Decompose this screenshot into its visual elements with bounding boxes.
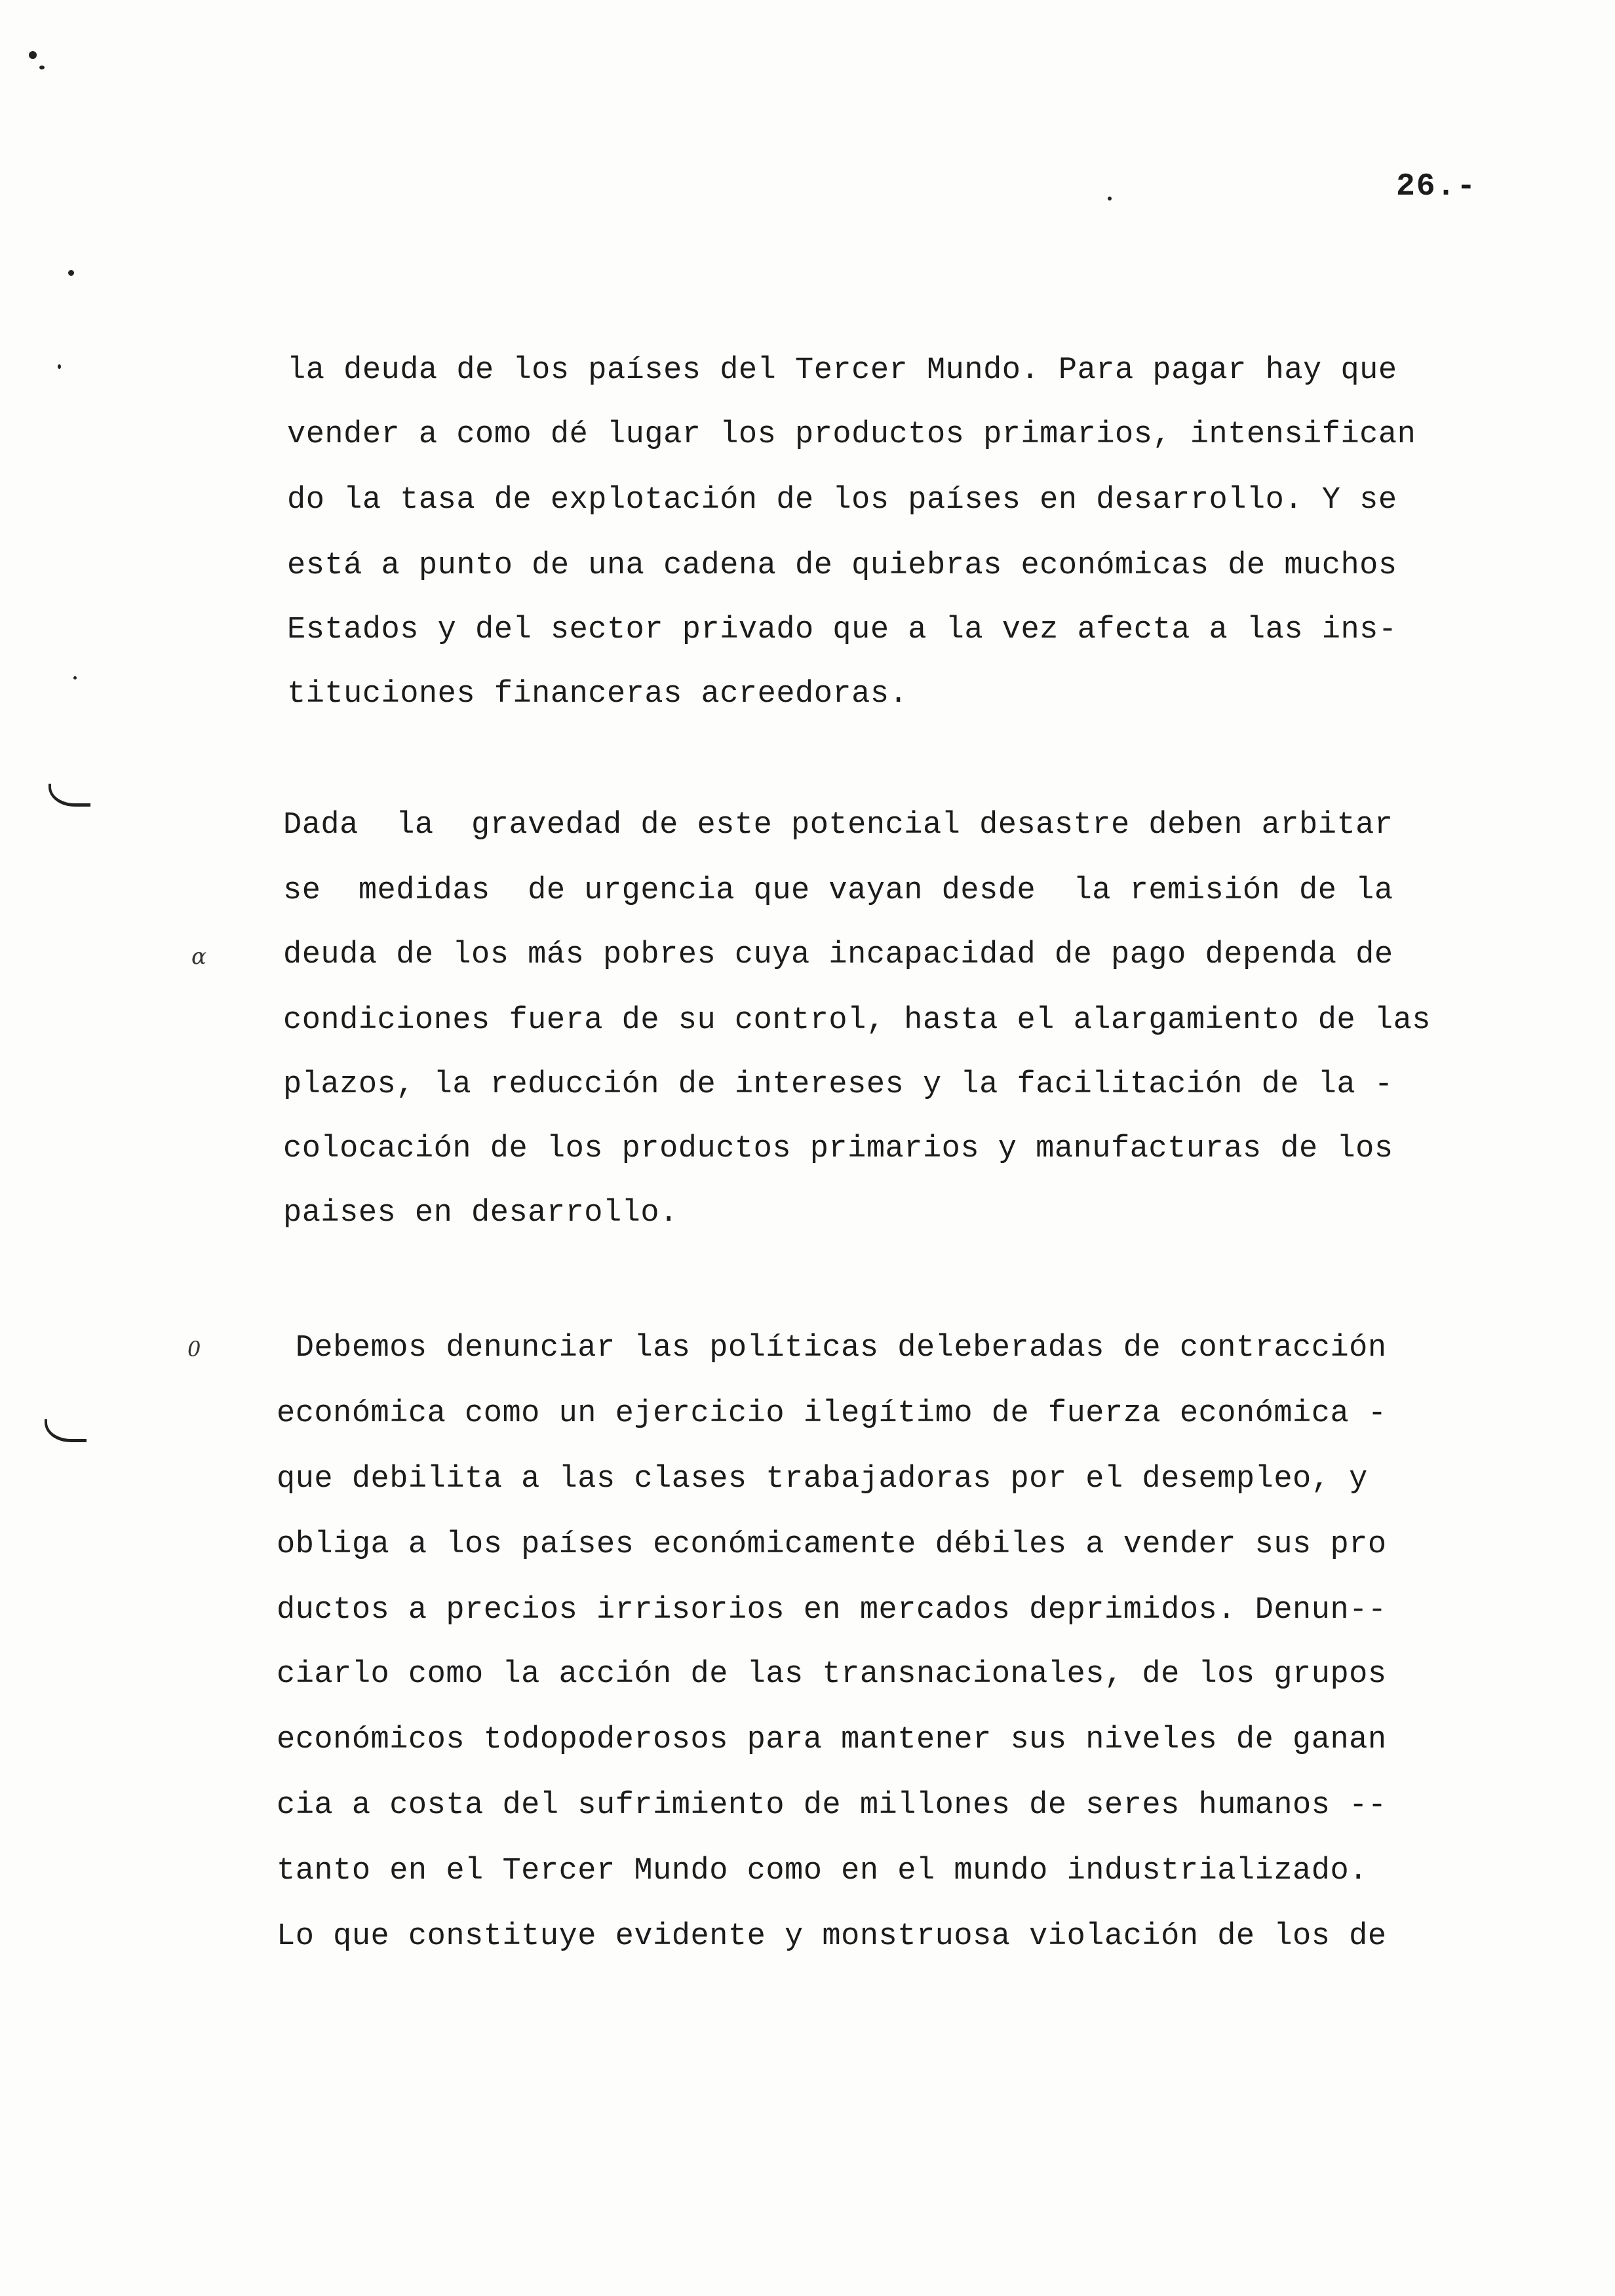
text-line: Lo que constituye evidente y monstruosa violación de los de — [277, 1919, 1387, 1954]
text-line: tituciones financeras acreedoras. — [287, 677, 908, 712]
text-line: vender a como dé lugar los productos primarios, intensifican — [287, 417, 1416, 452]
text-line: colocación de los productos primarios y manufacturas de los — [283, 1132, 1393, 1166]
scan-speck — [73, 676, 77, 679]
margin-bracket-mark — [45, 1419, 87, 1442]
text-line: se medidas de urgencia que vayan desde la remisión de la — [283, 873, 1393, 908]
scan-speck — [29, 51, 37, 59]
page-number: 26.- — [1396, 169, 1477, 204]
text-line: ductos a precios irrisorios en mercados deprimidos. Denun-- — [277, 1593, 1387, 1628]
text-line: Debemos denunciar las políticas deleberadas de contracción — [277, 1331, 1387, 1366]
margin-bracket-mark — [49, 784, 90, 807]
text-line: condiciones fuera de su control, hasta el alargamiento de las — [283, 1003, 1431, 1038]
text-line: la deuda de los países del Tercer Mundo. Para pagar hay que — [287, 353, 1397, 388]
scan-speck — [68, 270, 74, 276]
margin-annotation: 0 — [187, 1337, 201, 1362]
text-line: deuda de los más pobres cuya incapacidad de pago dependa de — [283, 938, 1393, 972]
text-line: ciarlo como la acción de las transnacionales, de los grupos — [277, 1657, 1387, 1692]
scan-speck — [39, 66, 45, 69]
text-line: económicos todopoderosos para mantener sus niveles de ganan — [277, 1723, 1387, 1757]
scan-speck — [58, 364, 61, 369]
text-line: obliga a los países económicamente débiles a vender sus pro — [277, 1527, 1387, 1562]
text-line: que debilita a las clases trabajadoras por el desempleo, y — [277, 1462, 1368, 1497]
text-line: tanto en el Tercer Mundo como en el mundo industrializado. — [277, 1854, 1368, 1888]
margin-annotation: α — [191, 944, 206, 970]
text-line: plazos, la reducción de intereses y la facilitación de la - — [283, 1067, 1393, 1102]
text-line: está a punto de una cadena de quiebras económicas de muchos — [287, 548, 1397, 583]
text-line: económica como un ejercicio ilegítimo de fuerza económica - — [277, 1396, 1387, 1431]
scan-speck — [1108, 197, 1112, 201]
text-line: cia a costa del sufrimiento de millones de seres humanos -- — [277, 1788, 1387, 1823]
text-line: Estados y del sector privado que a la vez afecta a las ins- — [287, 613, 1397, 647]
text-line: paises en desarrollo. — [283, 1196, 678, 1231]
text-line: Dada la gravedad de este potencial desastre deben arbitar — [283, 808, 1393, 843]
text-line: do la tasa de explotación de los países en desarrollo. Y se — [287, 483, 1397, 518]
